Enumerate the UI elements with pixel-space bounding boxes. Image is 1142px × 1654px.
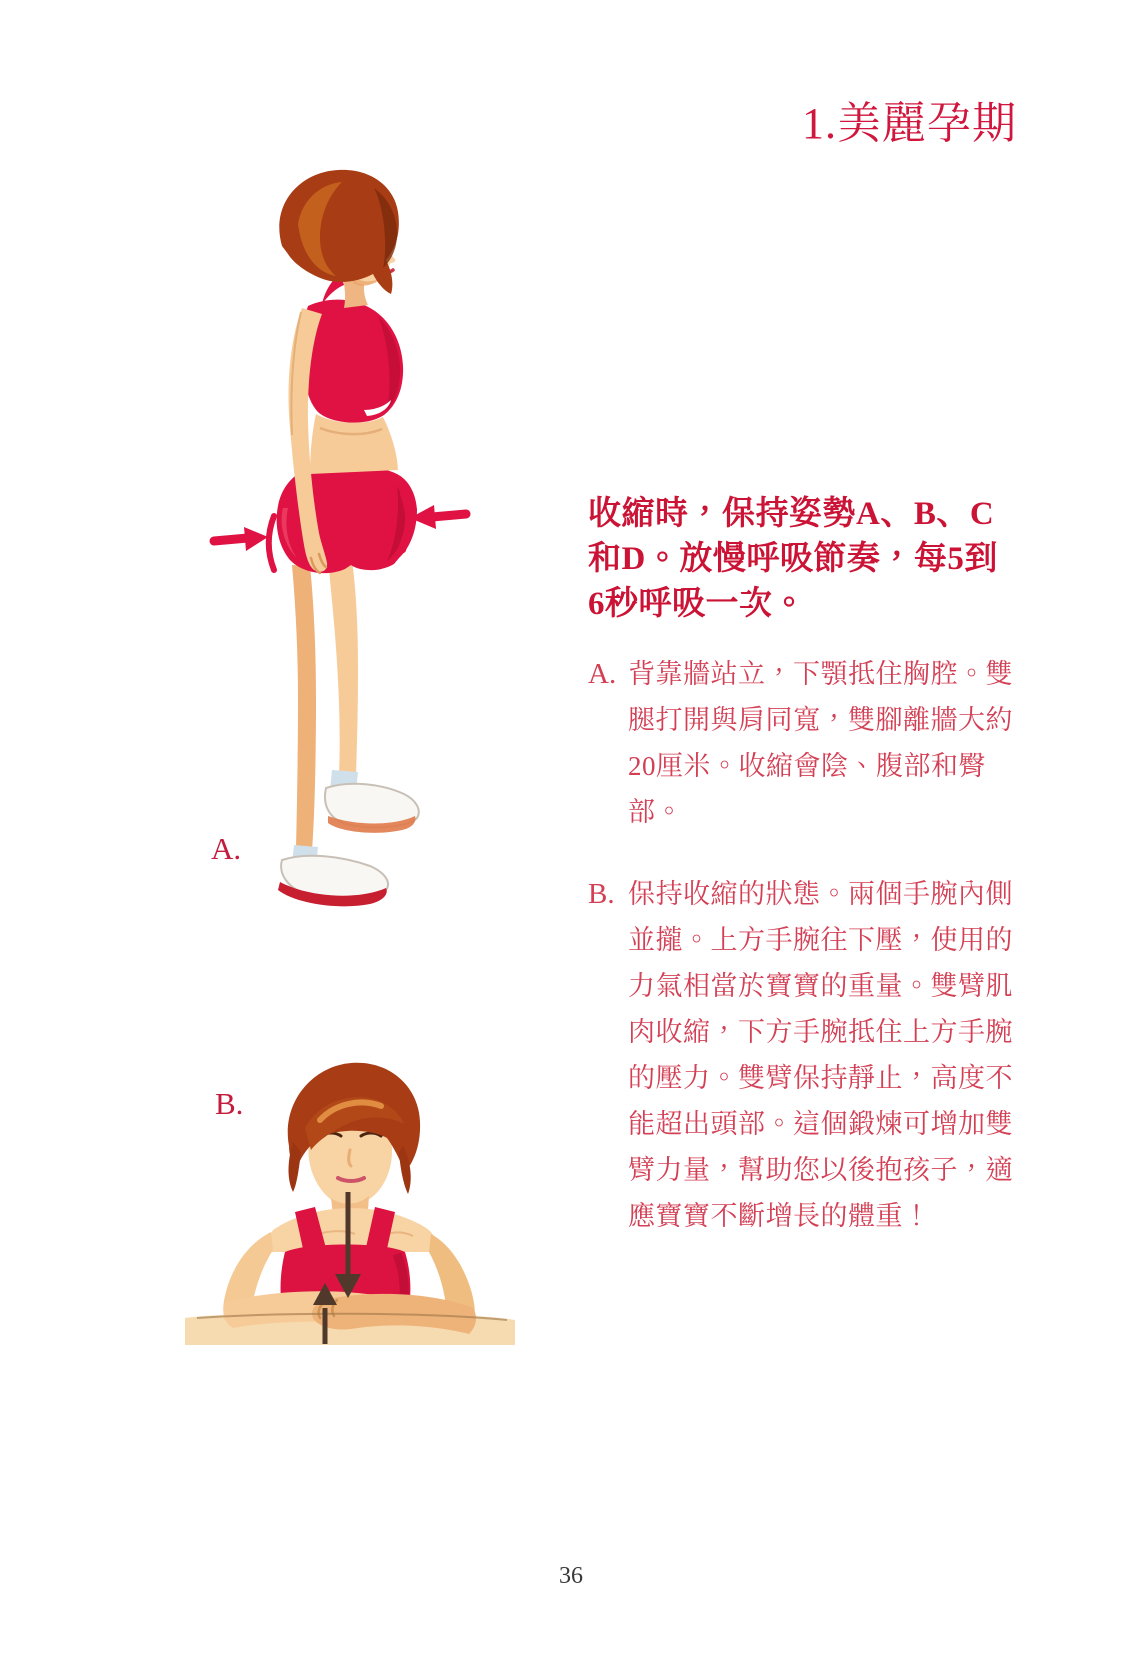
chapter-header: 1.美麗孕期 [802, 99, 1017, 148]
intro-paragraph: 收縮時，保持姿勢A、B、C和D。放慢呼吸節奏，每5到6秒呼吸一次。 [588, 496, 998, 622]
illustration-standing-pose [170, 160, 510, 920]
instructions-column [588, 492, 1018, 1275]
arrow-left-icon [410, 505, 466, 529]
step-a-text: 背靠牆站立，下顎抵住胸腔。雙腿打開與肩同寬，雙腳離牆大約20厘米。收縮會陰、腹部和臀部。 [628, 659, 1013, 827]
figure-label-b: B. [215, 1086, 244, 1121]
standing-woman-drawing [170, 160, 510, 920]
figure-label-a: A. [211, 831, 242, 866]
step-b-label: B. [588, 878, 615, 910]
instruction-step-b [588, 871, 1018, 1239]
arrow-right-icon [214, 527, 268, 551]
page-number: 36 [559, 1563, 583, 1589]
step-a-label: A. [588, 658, 617, 690]
instruction-step-a [588, 651, 1018, 835]
step-b-text: 保持收縮的狀態。兩個手腕內側並攏。上方手腕往下壓，使用的力氣相當於寶寶的重量。雙臂肌肉收縮，下方手腕抵住上方手腕的壓力。雙臂保持靜止，高度不能超出頭部。這個鍛煉可增加雙臂力量，幫助您以後抱孩子，適應寶寶不斷增長的體重！ [628, 879, 1013, 1231]
